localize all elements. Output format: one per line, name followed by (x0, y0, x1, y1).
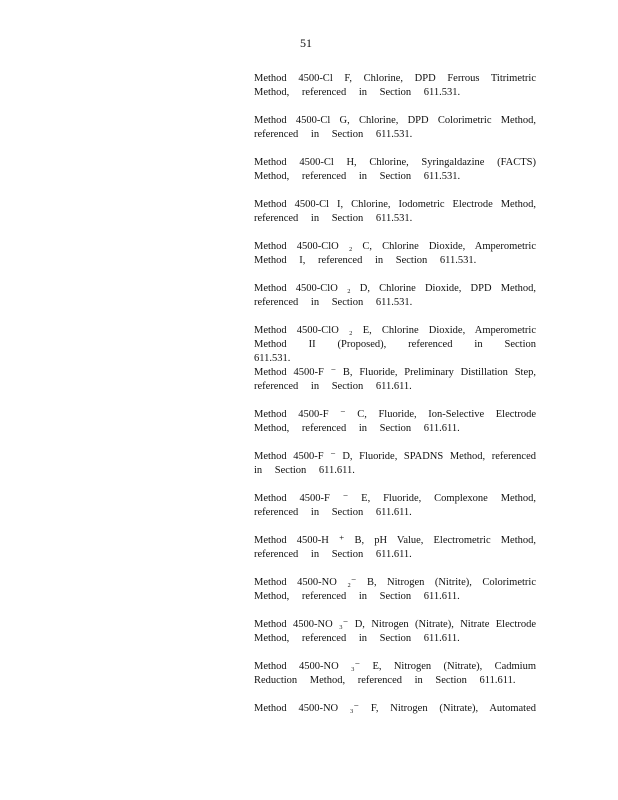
entry-line: Method II (Proposed), referenced in Section 611.531. (254, 339, 536, 364)
list-item (254, 72, 536, 100)
entry-line: Method 4500-Cl F, Chlorine, DPD Ferrous Titrimetric (254, 73, 536, 84)
entry-line: Method 4500-F ⁻ B, Fluoride, Preliminary Distillation Step, (254, 367, 536, 378)
entry-line: Method 4500-NO ₃⁻ E, Nitrogen (Nitrate), Cadmium (254, 661, 536, 672)
entry-line: Method 4500-ClO ₂ D, Chlorine Dioxide, DPD Method, (254, 283, 536, 294)
entry-line: Method 4500-Cl I, Chlorine, Iodometric Electrode Method, (254, 199, 536, 210)
entry-line: Method, referenced in Section 611.611. (254, 633, 460, 644)
entry-line: Method 4500-F ⁻ D, Fluoride, SPADNS Method, referenced (254, 451, 536, 462)
entry-line: Method 4500-F ⁻ E, Fluoride, Complexone Method, (254, 493, 536, 504)
entry-line: referenced in Section 611.531. (254, 129, 413, 140)
list-item (254, 492, 536, 520)
entry-line: referenced in Section 611.611. (254, 381, 412, 392)
entry-line: Method 4500-F ⁻ C, Fluoride, Ion-Selective Electrode (254, 409, 536, 420)
entry-line: Method 4500-NO ₂⁻ B, Nitrogen (Nitrite), Colorimetric (254, 577, 536, 588)
entry-line: in Section 611.611. (254, 465, 355, 476)
entry-line: Method 4500-H ⁺ B, pH Value, Electrometric Method, (254, 535, 536, 546)
list-item (254, 702, 536, 730)
list-item (254, 366, 536, 394)
list-item (254, 408, 536, 436)
list-item (254, 198, 536, 226)
entry-line: Method 4500-ClO ₂ C, Chlorine Dioxide, Amperometric (254, 241, 536, 252)
entry-line: Method 4500-Cl G, Chlorine, DPD Colorimetric Method, (254, 115, 536, 126)
list-item (254, 576, 536, 604)
entry-line: Method 4500-Cl H, Chlorine, Syringaldazine (FACTS) (254, 157, 536, 168)
entry-line: Method, referenced in Section 611.531. (254, 171, 461, 182)
entry-line: Method I, referenced in Section 611.531. (254, 255, 477, 266)
entry-line: Method 4500-NO ₃⁻ F, Nitrogen (Nitrate), Automated (254, 703, 536, 714)
list-item (254, 324, 536, 364)
page-number: 51 (300, 36, 312, 50)
list-item (254, 240, 536, 268)
entry-line: referenced in Section 611.531. (254, 297, 413, 308)
entry-line: Reduction Method, referenced in Section 611.611. (254, 675, 516, 686)
entry-line: Method, referenced in Section 611.611. (254, 591, 460, 602)
entry-line: Method, referenced in Section 611.611. (254, 423, 460, 434)
method-reference-list (254, 72, 536, 744)
list-item (254, 450, 536, 478)
list-item (254, 534, 536, 562)
list-item (254, 660, 536, 688)
entry-line (254, 716, 536, 730)
entry-line: Method 4500-ClO ₂ E, Chlorine Dioxide, Amperometric (254, 325, 536, 336)
list-item (254, 618, 536, 646)
list-item (254, 114, 536, 142)
list-item (254, 156, 536, 184)
list-item (254, 282, 536, 310)
entry-line: referenced in Section 611.531. (254, 213, 413, 224)
entry-line: Method, referenced in Section 611.531. (254, 87, 461, 98)
entry-line: Method 4500-NO ₃⁻ D, Nitrogen (Nitrate), Nitrate Electrode (254, 619, 536, 630)
entry-line: referenced in Section 611.611. (254, 549, 412, 560)
entry-line: referenced in Section 611.611. (254, 507, 412, 518)
